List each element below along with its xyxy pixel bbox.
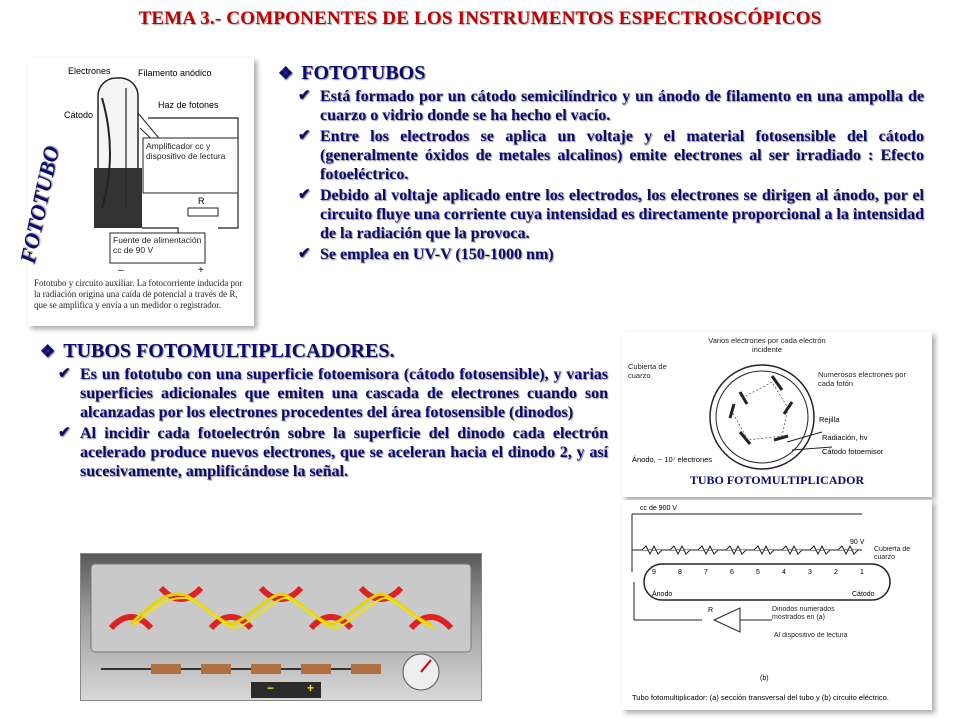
fototubo-caption: Fototubo y circuito auxiliar. La fotocorriente inducida por la radiación origina una caída de potencial a través de R, que se amplifica y envía a un medidor o registrador.: [34, 278, 243, 310]
fototubos-section: [272, 62, 924, 266]
fototubos-list: [298, 87, 924, 264]
label-varios: Varios electrones por cada electrón incidente: [708, 336, 826, 354]
dynode-number: 1: [860, 569, 864, 576]
label-r: R: [198, 196, 205, 206]
dynode-number: 9: [652, 569, 656, 576]
battery-minus-label: −: [267, 681, 275, 695]
label-minus: –: [118, 265, 124, 276]
dynode-number: 3: [808, 569, 812, 576]
label-r-circuit: R: [708, 607, 714, 614]
label-numerosos: Numerosos electrones por cada fotón: [818, 370, 906, 388]
label-catodo-circuit: Cátodo: [852, 591, 875, 598]
battery-plus-label: +: [307, 681, 315, 695]
checkmark-icon: ✔: [298, 246, 311, 262]
label-supply: cc de 900 V: [640, 505, 677, 512]
dynode-number: 2: [834, 569, 838, 576]
label-90v: 90 V: [850, 539, 865, 546]
label-plus: +: [198, 265, 204, 276]
checkmark-icon: ✔: [298, 128, 311, 144]
label-amplificador: Amplificador cc y dispositivo de lectura: [146, 141, 226, 161]
label-anodo: Ánodo, ~ 10⁷ electrones: [632, 455, 713, 464]
dynode-number: 6: [730, 569, 734, 576]
tubos-heading-text: TUBOS FOTOMULTIPLICADORES.: [63, 340, 395, 362]
pmt-cross-section: [622, 332, 932, 497]
diamond-bullet-icon: ❖: [40, 342, 56, 361]
label-haz: Haz de fotones: [158, 100, 219, 110]
dynode-number: 5: [756, 569, 760, 576]
checkmark-icon: ✔: [58, 425, 71, 441]
label-dinodos-note: Dinodos numerados mostrados en (a): [772, 606, 835, 621]
pmt-circuit-caption: Tubo fotomultiplicador: (a) sección transversal del tubo y (b) circuito eléctrico.: [632, 693, 889, 702]
label-b: (b): [760, 675, 769, 682]
label-catodo: Cátodo: [64, 110, 94, 120]
list-item: ✔ Es un fototubo con una superficie fotoemisora (cátodo fotosensible), y varias superficies adicionales que emiten una cascada de electrones cuando son alcanzadas por los electrones procedentes del área fotosensible (dinodos): [58, 366, 608, 421]
label-cubierta: Cubierta de cuarzo: [628, 362, 667, 380]
page-title: TEMA 3.- COMPONENTES DE LOS INSTRUMENTOS ESPECTROSCÓPICOS: [138, 8, 822, 29]
label-anodo-circuit: Ánodo: [652, 591, 673, 598]
list-item: ✔ Está formado por un cátodo semicilíndrico y un ánodo de filamento en una ampolla de cuarzo o vidrio donde se ha hecho el vacío.: [298, 88, 924, 124]
dynode-number: 7: [704, 569, 708, 576]
dynode-number: 4: [782, 569, 786, 576]
pmt-circuit-figure: [622, 500, 932, 710]
pmt-illustration-graphic: [81, 554, 481, 700]
label-electrones: Electrones: [68, 66, 111, 76]
checkmark-icon: ✔: [58, 366, 71, 382]
list-item: ✔ Entre los electrodos se aplica un voltaje y el material fotosensible del cátodo (generalmente óxidos de metales alcalinos) emite electrones al ser irradiado : Efecto fotoeléctrico.: [298, 128, 924, 183]
fototubo-figure: [28, 58, 254, 326]
dynode-number: 8: [678, 569, 682, 576]
fototubos-heading: [272, 62, 924, 85]
fototubos-heading-text: FOTOTUBOS: [301, 62, 426, 84]
list-item: ✔ Se emplea en UV-V (150-1000 nm): [298, 246, 554, 263]
label-cubierta-circuit: Cubierta de cuarzo: [874, 546, 911, 561]
pmt-illustration: [80, 553, 482, 701]
checkmark-icon: ✔: [298, 187, 311, 203]
pmt-figure: [622, 332, 932, 497]
label-rejilla: Rejilla: [819, 415, 840, 424]
tubos-heading: [36, 340, 608, 363]
label-dispositivo: Al dispositivo de lectura: [774, 632, 848, 639]
label-catodo-fotoemisor: Cátodo fotoemisor: [822, 447, 884, 456]
pmt-circuit-diagram: [622, 500, 932, 710]
list-item: ✔ Al incidir cada fotoelectrón sobre la superficie del dinodo cada electrón acelerado produce nuevos electrones, que se aceleran hacia el dinodo 2, y así sucesivamente, amplificándose la señal.: [58, 425, 608, 480]
fototubo-side-label-text: FOTOTUBO: [14, 143, 65, 266]
label-fuente: Fuente de alimentación cc de 90 V: [113, 235, 202, 255]
tubos-list: [58, 365, 608, 481]
diamond-bullet-icon: ❖: [278, 64, 294, 83]
checkmark-icon: ✔: [298, 88, 311, 104]
pmt-caption: TUBO FOTOMULTIPLICADOR: [689, 473, 865, 487]
label-radiacion: Radiación, hν: [822, 433, 868, 442]
tubos-section: [36, 340, 608, 483]
label-filamento: Filamento anódico: [138, 68, 212, 78]
list-item: ✔ Debido al voltaje aplicado entre los electrodos, los electrones se dirigen al ánodo, por el circuito fluye una corriente cuya intensidad es directamente proporcional a la intensidad de la radiación que la provoca.: [298, 187, 924, 242]
